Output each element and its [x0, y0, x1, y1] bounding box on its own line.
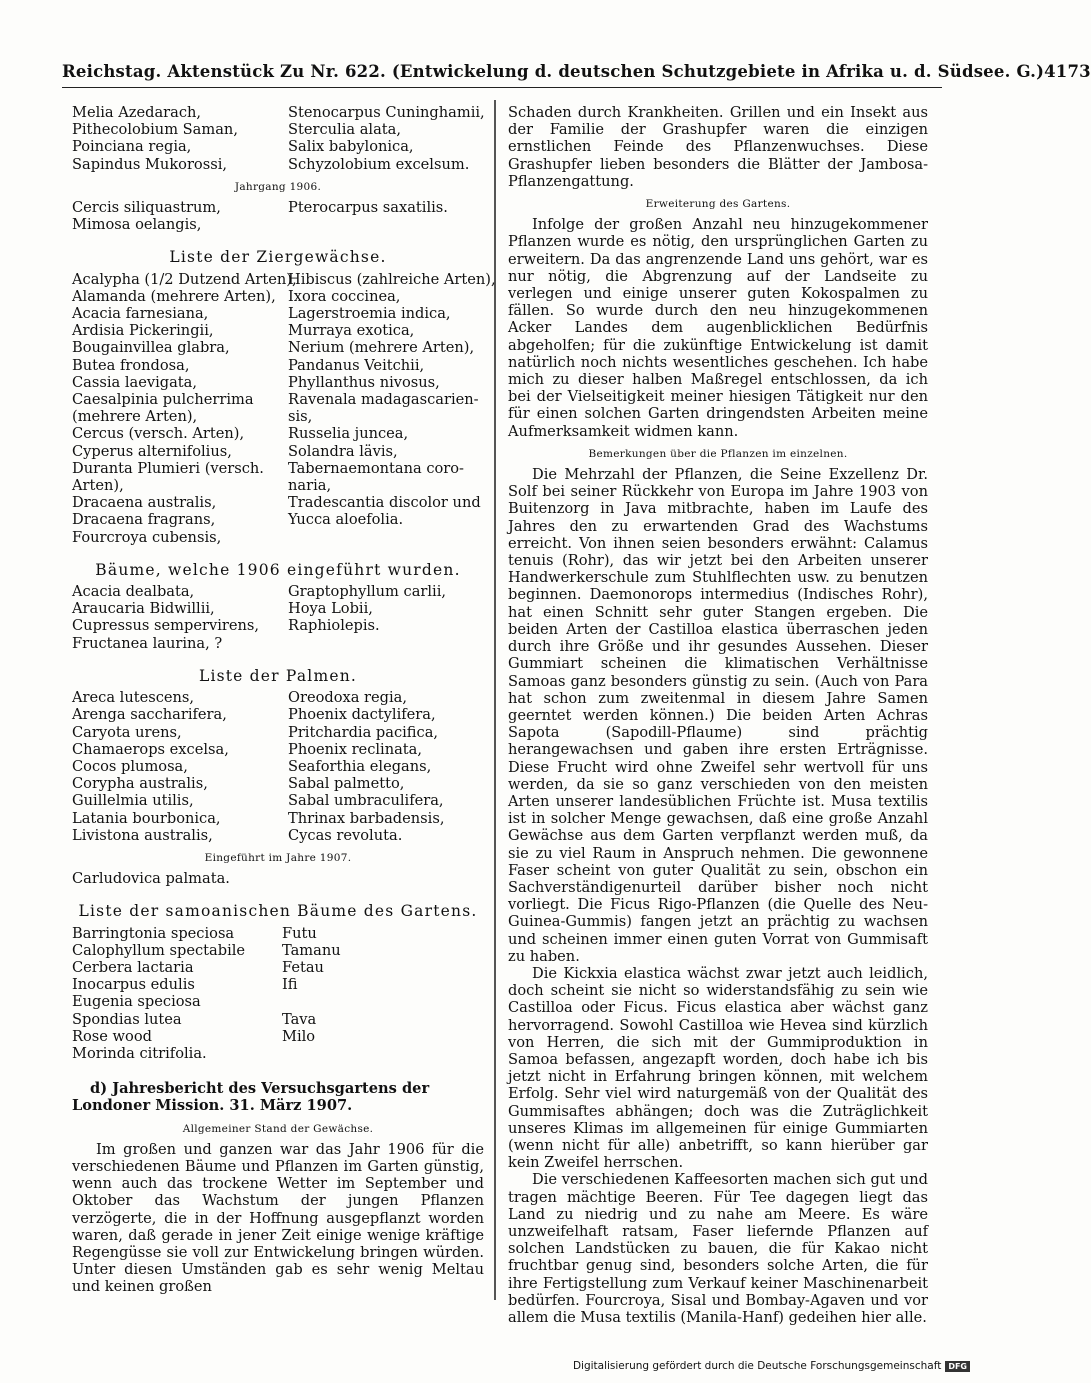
plant-name: Dracaena australis,	[72, 494, 217, 512]
plant-name: Alamanda (mehrere Arten),	[72, 287, 276, 305]
paragraph-5: Die verschiedenen Kaffeesorten machen sich gut und tragen mächtige Beeren. Für Tee dagegen liegt das Land zu niedrig und zu nahe am Meere. Es wäre unzweifelhaft ratsam, Faser liefernde Pflanzen auf solchen Landstücken zu bauen, die für Kakao nicht fruchtbar genug sind, besonders solche Arten, die für ihre Fertigstellung zum Verkauf keiner Maschinenarbeit bedürfen. Fourcroya, Sisal und Bombay-Agaven und vor allem die Musa textilis (Manila-Hanf) gedeihen hier alle.	[508, 1171, 928, 1327]
section-title-bemerkungen: Bemerkungen über die Pflanzen im einzelnen.	[588, 447, 848, 460]
plant-name: Cercis siliquastrum,	[72, 199, 221, 217]
plant-name-right: Phoenix reclinata,	[288, 740, 423, 758]
plant-name-right: Hoya Lobii,	[288, 600, 373, 618]
plant-list-top	[72, 104, 484, 173]
plant-name-right	[288, 216, 484, 233]
plant-name-right	[282, 1045, 484, 1062]
section-title-samoa: Liste der samoanischen Bäume des Gartens.	[78, 902, 478, 921]
plant-name-right: Russelia juncea,	[288, 425, 409, 443]
plant-name: (mehrere Arten),	[72, 408, 198, 426]
paragraph-3: Die Mehrzahl der Pflanzen, die Seine Exzellenz Dr. Solf bei seiner Rückkehr von Europa im Jahre 1903 von Buitenzorg in Java mitbrachte, haben im Laufe des Jahres den zu erwartenden Grad des Wachstums erreicht. Von ihnen seien besonders erwähnt: Calamus tenuis (Rohr), das wir jetzt bei den Arbeiten unserer Handwerkerschule zum Stuhlflechten usw. zu benutzen beginnen. Daemonorops intermedius (Indisches Rohr), hat einen Schnitt sehr guter Stangen ergeben. Die beiden Arten der Castilloa elastica überraschen jeden durch ihre Größe und ihr gesundes Aussehen. Dieser Gummiart scheinen die klimatischen Verhältnisse Samoas ganz besonders günstig zu sein. (Auch von Para hat schon zum zweitenmal in diesem Jahre Samen geerntet werden können.) Die beiden Arten Achras Sapota (Sapodill-Pflaume) sind prächtig herangewachsen und gaben ihre ersten Erträgnisse. Diese Frucht wird ohne Zweifel sehr wertvoll für uns werden, da sie so ganz verschieden von den meisten Arten unserer landesüblichen Früchte ist. Musa textilis ist in solcher Menge gewachsen, daß eine große Anzahl Gewächse aus dem Garten verpflanzt werden muß, da sie zu viel Raum in Anspruch nehmen. Die gewonnene Faser scheint von guter Qualität zu sein, obschon ein Sachverständigenurteil darüber bisher noch nicht vorliegt. Die Ficus Rigo-Pflanzen (die Quelle des Neu-Guinea-Gummis) fangen jetzt an prächtig zu wachsen und scheinen immer einen guten Vorrat von Gummisaft zu haben.	[508, 466, 928, 965]
plant-name-right: Hibiscus (zahlreiche Arten),	[288, 270, 496, 288]
plant-name-right: Milo	[282, 1027, 316, 1045]
footer-credit	[573, 1360, 970, 1372]
plant-name: Cercus (versch. Arten),	[72, 425, 245, 443]
plant-name: Acacia farnesiana,	[72, 305, 209, 323]
plant-name-right: Sterculia alata,	[288, 121, 401, 139]
plant-name: Arten),	[72, 477, 124, 495]
plant-name: Cyperus alternifolius,	[72, 442, 232, 460]
page-number: 4173	[1044, 62, 1091, 81]
section-title-eingefuehrt: Eingeführt im Jahre 1907.	[204, 851, 352, 864]
plant-name-right: Pandanus Veitchii,	[288, 356, 425, 374]
plant-name-right: Ravenala madagascarien-	[288, 391, 479, 409]
section-title-jahrgang: Jahrgang 1906.	[234, 180, 322, 193]
plant-name-right	[282, 993, 484, 1010]
plant-name-right: Tava	[282, 1010, 317, 1028]
plant-name-right: Pterocarpus saxatilis.	[288, 199, 448, 217]
plant-list-jahrgang	[72, 199, 484, 233]
plant-list-zier	[72, 270, 496, 546]
plant-name-right	[288, 635, 484, 652]
plant-list-palmen	[72, 689, 484, 844]
plant-name: Arenga saccharifera,	[72, 706, 227, 724]
plant-name-right: Thrinax barbadensis,	[288, 809, 445, 827]
plant-name: Cocos plumosa,	[72, 757, 188, 775]
plant-name-right: Solandra lävis,	[288, 442, 398, 460]
plant-name: Acacia dealbata,	[72, 583, 195, 601]
plant-name: Inocarpus edulis	[72, 976, 195, 994]
plant-name: Ardisia Pickeringii,	[72, 322, 214, 340]
plant-name: Guillelmia utilis,	[72, 792, 194, 810]
plant-name-right: Nerium (mehrere Arten),	[288, 339, 475, 357]
plant-name: Butea frondosa,	[72, 356, 190, 374]
plant-name-right: Schyzolobium excelsum.	[288, 155, 470, 173]
plant-name-right: Murraya exotica,	[288, 322, 415, 340]
section-title-palmen: Liste der Palmen.	[198, 666, 358, 685]
plant-name: Barringtonia speciosa	[72, 924, 235, 942]
plant-name: Cassia laevigata,	[72, 373, 198, 391]
plant-name: Livistona australis,	[72, 826, 213, 844]
plant-name-right: naria,	[288, 477, 332, 495]
plant-name-right: Tamanu	[282, 941, 341, 959]
plant-name: Morinda citrifolia.	[72, 1044, 207, 1062]
section-title-allgemein: Allgemeiner Stand der Gewächse.	[182, 1122, 374, 1135]
plant-name: Acalypha (1/2 Dutzend Arten),	[72, 270, 297, 288]
section-title-erweiterung: Erweiterung des Gartens.	[645, 198, 791, 211]
section-title-baeume: Bäume, welche 1906 eingeführt wurden.	[95, 560, 461, 579]
plant-name-right: Ifi	[282, 976, 298, 994]
plant-name: Areca lutescens,	[72, 689, 195, 707]
plant-name-right: Raphiolepis.	[288, 617, 380, 635]
plant-name-right: Sabal palmetto,	[288, 775, 405, 793]
paragraph-allgemein: Im großen und ganzen war das Jahr 1906 für die verschiedenen Bäume und Pflanzen im Garten günstig, wenn auch das trockene Wetter im September und Oktober das Wachstum der jungen Pflanzen verzögerte, die in der Hoffnung ausgepflanzt worden waren, daß gerade in jener Zeit einige wenige kräftige Regengüsse sie voll zur Entwickelung bringen würden. Unter diesen Umständen gab es sehr wenig Meltau und keinen großen	[72, 1140, 484, 1296]
plant-name-right: Lagerstroemia indica,	[288, 305, 451, 323]
plant-name: Caesalpinia pulcherrima	[72, 391, 254, 409]
plant-name-right: Phoenix dactylifera,	[288, 706, 436, 724]
footer-text: Digitalisierung gefördert durch die Deutsche Forschungsgemeinschaft	[572, 1360, 942, 1372]
section-heading-d: d) Jahresbericht des Versuchsgartens der Londoner Mission. 31. März 1907.	[72, 1080, 430, 1115]
plant-name-right: Futu	[282, 924, 317, 942]
plant-name: Poinciana regia,	[72, 138, 192, 156]
plant-name-right: Tabernaemontana coro-	[288, 459, 464, 477]
plant-name: Dracaena fragrans,	[72, 511, 216, 529]
plant-name-right: Sabal umbraculifera,	[288, 792, 444, 810]
paragraph-2: Infolge der großen Anzahl neu hinzugekommener Pflanzen wurde es nötig, den ursprünglichen Garten zu erweitern. Da das angrenzende Land uns gehört, war es nur nötig, die Abgrenzung auf der Landseite zu verlegen und einige unserer guten Kokospalmen zu fällen. So wurde durch den neu hinzugekommenen Acker Landes dem augenblicklichen Bedürfnis abgeholfen; für die zukünftige Entwickelung ist damit natürlich noch nichts wesentliches geschehen. Ich habe mich zu dieser halben Maßregel entschlossen, da ich bei der Vielseitigkeit meiner hiesigen Tätigkeit nur den für einen solchen Garten dringendsten Arbeiten meine Aufmerksamkeit widmen kann.	[508, 216, 928, 440]
plant-name: Caryota urens,	[72, 723, 182, 741]
plant-name-right	[288, 529, 496, 546]
plant-name: Spondias lutea	[72, 1010, 182, 1028]
plant-name-right: Stenocarpus Cuninghamii,	[288, 104, 485, 121]
plant-name: Corypha australis,	[72, 775, 208, 793]
plant-name: Calophyllum spectabile	[72, 941, 246, 959]
plant-name: Latania bourbonica,	[72, 809, 221, 827]
plant-name-right: Oreodoxa regia,	[288, 689, 408, 707]
plant-name: Melia Azedarach,	[72, 104, 202, 121]
plant-name: Fructanea laurina, ?	[72, 634, 223, 652]
left-column	[72, 104, 496, 1296]
paragraph-4: Die Kickxia elastica wächst zwar jetzt auch leidlich, doch scheint sie nicht so widerstandsfähig zu sein wie Castilloa oder Ficus. Ficus elastica aber wächst ganz hervorragend. Sowohl Castilloa wie Hevea sind kürzlich von Herren, die sich mit der Gummiproduktion in Samoa befassen, angezapft worden, doch habe ich bis jetzt nicht in Erfahrung bringen können, mit welchem Erfolg. Sehr viel wird naturgemäß von der Qualität des Gummisaftes abhängen; doch was die Zuträglichkeit unseres Klimas im allgemeinen für einige Gummiarten (wenn nicht für alle) anbetrifft, so kann hierüber gar kein Zweifel herrschen.	[508, 964, 928, 1172]
eingefuehrt-item: Carludovica palmata.	[72, 870, 230, 888]
plant-name: Pithecolobium Saman,	[72, 121, 238, 139]
section-title-zier: Liste der Ziergewächse.	[169, 248, 387, 267]
plant-name-right: Graptophyllum carlii,	[288, 583, 447, 601]
plant-name-right: Phyllanthus nivosus,	[288, 373, 440, 391]
plant-name-right: Fetau	[282, 958, 324, 976]
plant-name-right: Seaforthia elegans,	[288, 757, 432, 775]
plant-name: Rose wood	[72, 1027, 152, 1045]
plant-name: Sapindus Mukorossi,	[72, 155, 227, 173]
plant-name: Fourcroya cubensis,	[72, 528, 222, 546]
plant-name: Bougainvillea glabra,	[72, 339, 230, 357]
plant-list-samoa	[72, 925, 484, 1063]
plant-name: Cerbera lactaria	[72, 958, 194, 976]
plant-name-right: Cycas revoluta.	[288, 826, 403, 844]
plant-name-right: Salix babylonica,	[288, 138, 414, 156]
plant-name-right: Yucca aloefolia.	[288, 511, 404, 529]
plant-name: Eugenia speciosa	[72, 993, 201, 1011]
plant-name: Cupressus sempervirens,	[72, 617, 259, 635]
plant-name-right: sis,	[288, 408, 313, 426]
plant-name-right: Tradescantia discolor und	[288, 494, 481, 512]
right-column	[508, 104, 928, 1326]
plant-name: Mimosa oelangis,	[72, 216, 202, 234]
dfg-logo: DFG	[945, 1361, 970, 1372]
plant-name-right: Pritchardia pacifica,	[288, 723, 439, 741]
running-title: Reichstag. Aktenstück Zu Nr. 622. (Entwickelung d. deutschen Schutzgebiete in Afrika u. d. Südsee. G.)	[62, 62, 1045, 81]
plant-name: Araucaria Bidwillii,	[72, 600, 215, 618]
plant-name-right: Ixora coccinea,	[288, 287, 401, 305]
plant-name: Duranta Plumieri (versch.	[72, 459, 264, 477]
plant-name: Chamaerops excelsa,	[72, 740, 229, 758]
plant-list-baeume	[72, 583, 484, 652]
paragraph-1: Schaden durch Krankheiten. Grillen und ein Insekt aus der Familie der Grashupfer waren die einzigen ernstlichen Feinde des Pflanzenwuchses. Diese Grashupfer lieben besonders die Blätter der Jambosa-Pflanzengattung.	[508, 104, 928, 190]
page-header	[62, 62, 1091, 88]
